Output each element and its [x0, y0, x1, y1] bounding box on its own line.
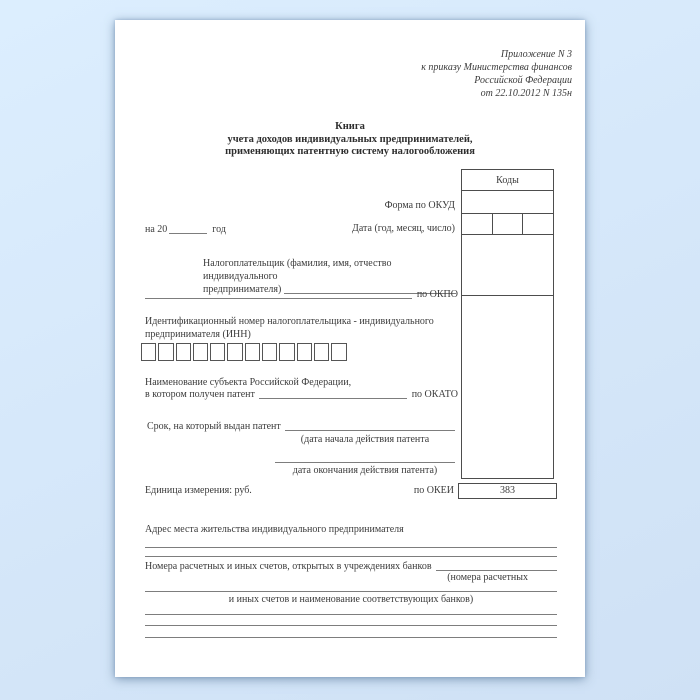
year-suffix: год: [212, 223, 226, 235]
patent-start-blank-line: [285, 430, 455, 431]
inn-digit-cell: [141, 343, 156, 361]
year-field: [145, 223, 255, 236]
unit-label: Единица измерения: руб.: [145, 485, 252, 496]
okei-value-cell: [458, 483, 557, 499]
inn-digit-cell: [193, 343, 208, 361]
inn-label-line2: предпринимателя (ИНН): [145, 328, 251, 340]
bank-accounts-blank-line: [145, 591, 557, 592]
date-day-cell: [523, 214, 553, 234]
region-label-line2: в котором получен патент: [145, 388, 255, 400]
address-blank-line: [145, 556, 557, 557]
inn-digit-cell: [314, 343, 329, 361]
codes-header-cell: Коды: [461, 169, 554, 191]
appendix-note-line: Приложение N 3: [500, 49, 572, 60]
okpo-label: по ОКПО: [416, 288, 458, 300]
inn-label: [145, 316, 465, 341]
patent-end-note: дата окончания действия патента): [292, 465, 438, 476]
date-year-cell: [462, 214, 493, 234]
bank-accounts-blank-line: [145, 614, 557, 615]
codes-column: [461, 169, 554, 479]
region-label-line1: Наименование субъекта Российской Федерации,: [145, 377, 352, 388]
appendix-note-line: от 22.10.2012 N 135н: [480, 88, 572, 99]
inn-digit-cell: [262, 343, 277, 361]
inn-digit-cell: [297, 343, 312, 361]
bank-accounts-blank-line: [145, 625, 557, 626]
form-title-line: применяющих патентную систему налогообложения: [225, 146, 475, 157]
inn-digit-cell: [227, 343, 242, 361]
year-blank-line: [169, 224, 207, 234]
date-month-cell: [493, 214, 524, 234]
okei-label: по ОКЕИ: [413, 485, 454, 496]
form-okud-label: Форма по ОКУД: [384, 200, 455, 211]
okpo-field: [145, 288, 458, 301]
bank-accounts-label: Номера расчетных и иных счетов, открытых в учреждениях банков: [145, 560, 432, 572]
inn-digit-cell: [279, 343, 294, 361]
inn-digit-cell: [210, 343, 225, 361]
bank-accounts-blank-line: [436, 570, 557, 571]
address-blank-line: [145, 547, 557, 548]
form-title: [115, 121, 585, 159]
patent-term-label: Срок, на который выдан патент: [147, 420, 281, 432]
bank-accounts-note-line1: (номера расчетных: [447, 572, 528, 583]
inn-digit-cell: [245, 343, 260, 361]
region-blank-line: [259, 398, 407, 399]
bank-accounts-blank-line: [145, 637, 557, 638]
date-label: Дата (год, месяц, число): [352, 223, 455, 234]
document-page: [115, 20, 585, 677]
date-value-row: [461, 213, 554, 235]
okpo-value-cell: [461, 234, 554, 296]
patent-term-field: [147, 420, 455, 433]
year-prefix: на 20: [145, 223, 168, 235]
appendix-note-line: к приказу Министерства финансов: [421, 62, 572, 73]
inn-digit-cell: [158, 343, 173, 361]
inn-digit-cell: [176, 343, 191, 361]
taxpayer-label-line2: предпринимателя): [203, 283, 282, 295]
bank-accounts-note-line2: и иных счетов и наименование соответствующих банков): [228, 594, 474, 605]
okato-label: по ОКАТО: [411, 388, 458, 400]
region-field: [145, 388, 458, 401]
patent-start-note: (дата начала действия патента: [300, 434, 430, 445]
inn-cells: [141, 343, 347, 361]
okud-value-cell: [461, 190, 554, 214]
address-label: Адрес места жительства индивидуального предпринимателя: [145, 524, 404, 535]
form-title-line: Книга: [335, 121, 365, 132]
taxpayer-label-line1: Налогоплательщик (фамилия, имя, отчество индивидуального: [203, 258, 392, 282]
inn-label-line1: Идентификационный номер налогоплательщика - индивидуального: [145, 316, 434, 327]
okato-patent-value-cell: [461, 295, 554, 479]
appendix-note-line: Российской Федерации: [474, 75, 572, 86]
form-title-line: учета доходов индивидуальных предпринимателей,: [227, 133, 473, 145]
inn-digit-cell: [331, 343, 346, 361]
appendix-note: [421, 48, 572, 100]
okei-value: 383: [500, 485, 515, 496]
patent-end-blank-line: [275, 462, 455, 463]
okpo-blank-line: [145, 298, 412, 299]
